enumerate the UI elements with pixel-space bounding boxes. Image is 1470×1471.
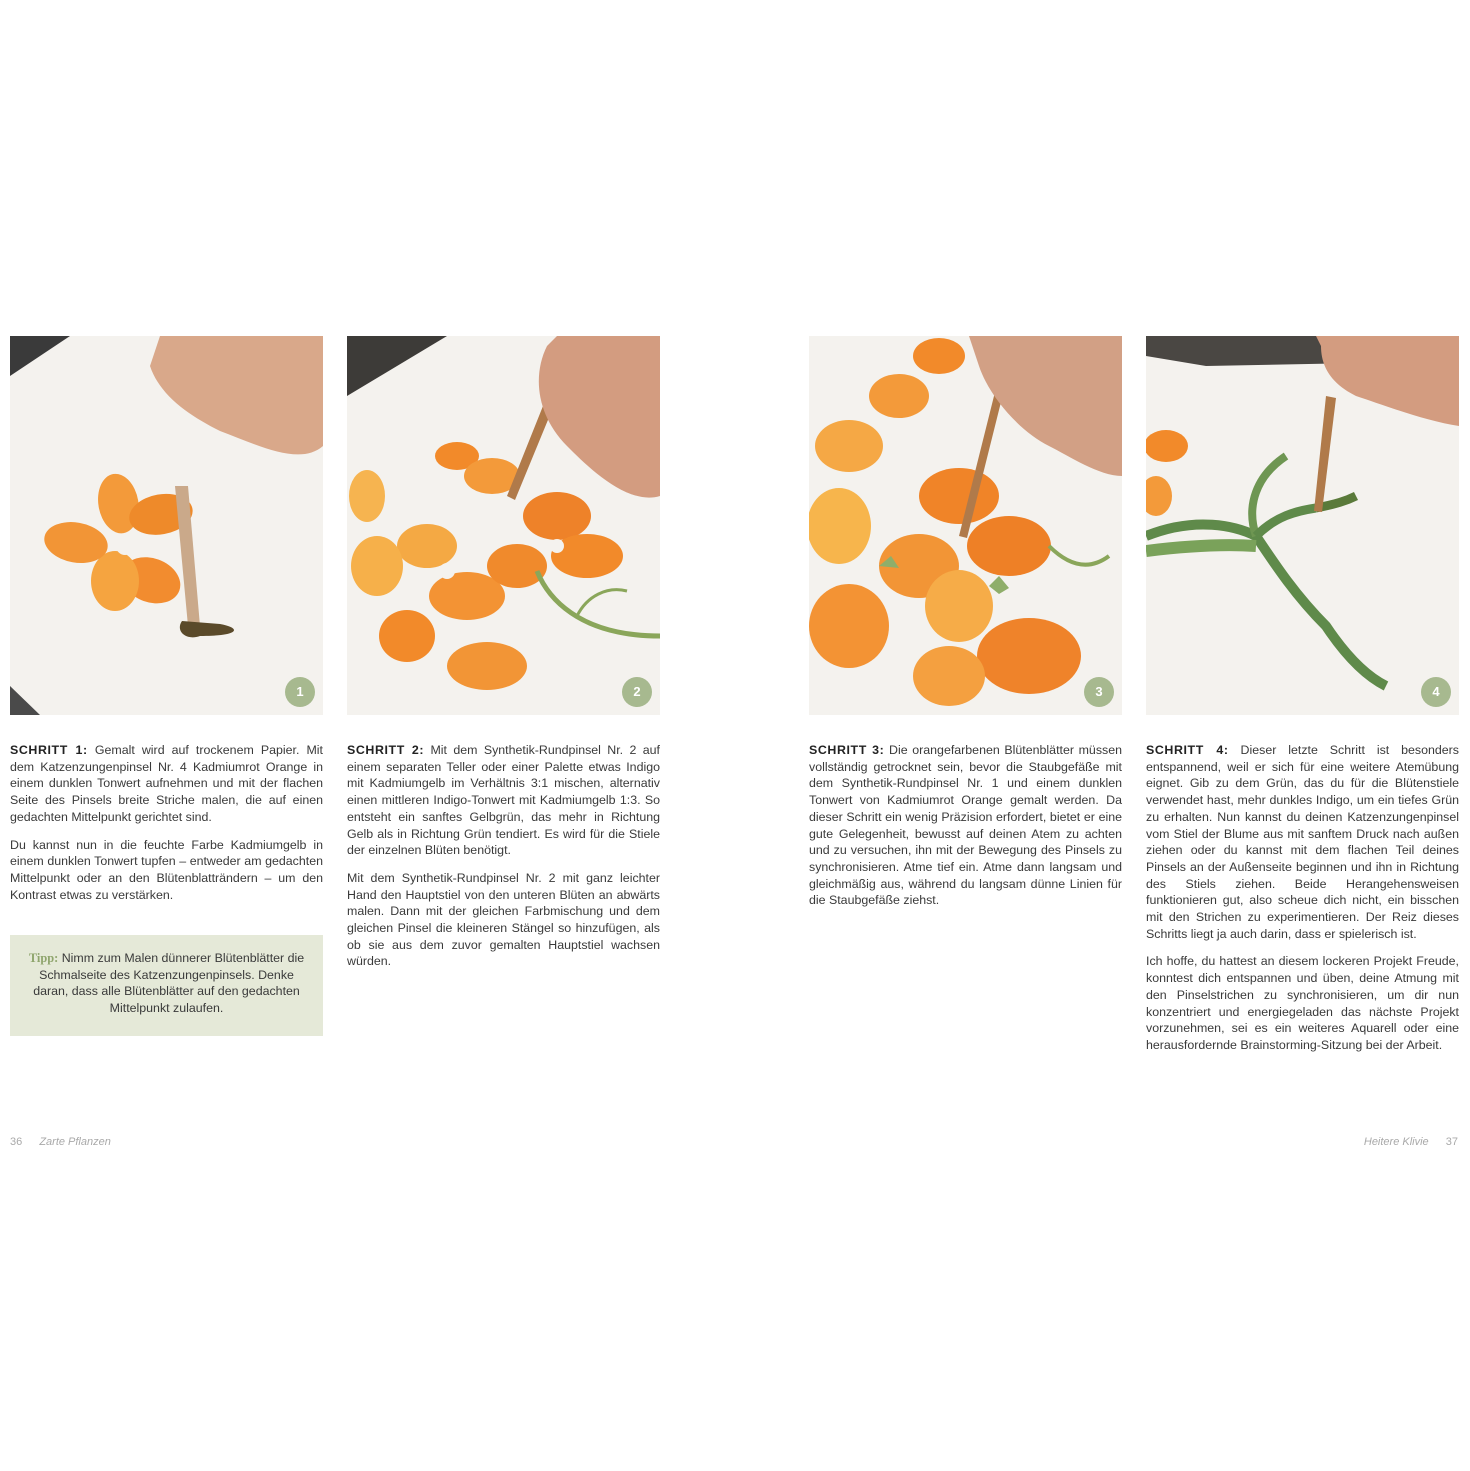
- step-2-text: [347, 742, 660, 981]
- step-4-heading: SCHRITT 4:: [1146, 743, 1229, 757]
- step-badge: 3: [1084, 677, 1114, 707]
- step-3-heading: SCHRITT 3:: [809, 743, 885, 757]
- step-badge: 2: [622, 677, 652, 707]
- tip-box: [10, 935, 323, 1036]
- step-1-paragraph-2: Du kannst nun in die feuchte Farbe Kadmiumgelb in einem dunklen Tonwert tupfen – entweder am gedachten Mittelpunkt oder an den Blütenblatträndern – um den Kontrast etwas zu verstärken.: [10, 837, 323, 902]
- step-4-paragraph: [1146, 742, 1459, 942]
- left-chapter-title: Zarte Pflanzen: [39, 1136, 111, 1148]
- step-1-photo: [10, 336, 323, 715]
- step-badge: 4: [1421, 677, 1451, 707]
- step-badge: 1: [285, 677, 315, 707]
- step-4-text: [1146, 742, 1459, 1065]
- right-chapter-title: Heitere Klivie: [1363, 1136, 1429, 1148]
- step-1-body: Gemalt wird auf trockenem Papier. Mit dem Katzenzungenpinsel Nr. 4 Kadmiumrot Orange in einem dunklen Tonwert aufnehmen und mit der flachen Seite des Pinsels breite Striche malen, die auf einen gedachten Mittelpunkt gerichtet sind.: [10, 743, 324, 824]
- right-page-number: 37: [1445, 1136, 1458, 1148]
- step-1-text: [10, 742, 323, 914]
- step-2-illustration: [347, 336, 660, 715]
- step-1-paragraph: [10, 742, 323, 826]
- step-4-paragraph-2: Ich hoffe, du hattest an diesem lockeren Projekt Freude, konntest dich entspannen und üben, deine Atmung mit den Pinselstrichen zu synchronisieren, um dir nun konzentriert und energiegeladen das nächste Projekt vorzunehmen, sei es ein weiteres Aquarell oder eine herausfordernde Brainstorming-Sitzung bei der Arbeit.: [1146, 954, 1459, 1052]
- step-1-heading: SCHRITT 1:: [10, 743, 88, 757]
- step-2-paragraph: [347, 742, 660, 859]
- step-3-photo: [809, 336, 1122, 715]
- step-1-illustration: [10, 336, 323, 715]
- tip-text: Nimm zum Malen dünnerer Blütenblätter die Schmalseite des Katzenzungenpinsels. Denke daran, dass alle Blütenblätter auf den gedachten Mittelpunkt zulaufen.: [33, 951, 305, 1016]
- tip-label: Tipp:: [28, 951, 59, 965]
- step-3-paragraph: [809, 742, 1122, 909]
- step-4-body: Dieser letzte Schritt ist besonders entspannend, weil er sich für eine weitere Atemübung eignet. Gib zu dem Grün, das du für die Blütenstiele verwendet hast, mehr dunkles Indigo, um ein tiefes Grün zu erhalten. Nun kannst du deinen Katzenzungenpinsel vom Stiel der Blume aus mit sanftem Druck nach außen ziehen oder du kannst mit dem flachen Teil deines Pinsels an der Außenseite beginnen und ihn in Richtung des Stiels ziehen. Beide Herangehensweisen funktionieren gut, also scheue dich nicht, ein bisschen mit den Strichen zu experimentieren. Der Reiz dieses Schritts liegt ja auch darin, dass er spielerisch ist.: [1146, 743, 1459, 941]
- step-4-photo: [1146, 336, 1459, 715]
- step-2-photo: [347, 336, 660, 715]
- step-3-body: Die orangefarbenen Blütenblätter müssen vollständig getrocknet sein, bevor die Staubgefäße mit dem Synthetik-Rundpinsel Nr. 1 und einem dunklen Tonwert von Kadmiumrot Orange gemalt werden. Da dieser Schritt ein wenig Präzision erfordert, bietet er eine gute Gelegenheit, bewusst auf deinen Atem zu achten und zu versuchen, ihn mit der Bewegung des Pinsels zu synchronisieren. Atme tief ein. Atme dann langsam und gleichmäßig aus, während du langsam dünne Linien für die Staubgefäße ziehst.: [809, 743, 1122, 908]
- step-2-heading: SCHRITT 2:: [347, 743, 425, 757]
- right-page-footer: [1364, 1136, 1458, 1148]
- step-3-text: [809, 742, 1122, 920]
- step-3-illustration: [809, 336, 1122, 715]
- step-2-paragraph-2: Mit dem Synthetik-Rundpinsel Nr. 2 mit ganz leichter Hand den Hauptstiel von den unteren Blüten an abwärts malen. Dann mit der gleichen Farbmischung und dem gleichen Pinsel die kleineren Stängel so hinzufügen, als ob sie aus dem zuvor gemalten Hauptstiel wachsen würden.: [347, 870, 660, 969]
- left-page-number: 36: [10, 1136, 23, 1148]
- step-2-body: Mit dem Synthetik-Rundpinsel Nr. 2 auf einem separaten Teller oder einer Palette etwas Indigo mit Kadmiumgelb im Verhältnis 3:1 mischen, alternativ einen mittleren Indigo-Tonwert mit Kadmiumgelb 1:3. So entsteht ein sanftes Gelbgrün, das mehr in Richtung Gelb als in Richtung Grün tendiert. Es wird für die Stiele der einzelnen Blüten benötigt.: [347, 743, 660, 858]
- left-page-footer: [10, 1136, 111, 1148]
- step-4-illustration: [1146, 336, 1459, 715]
